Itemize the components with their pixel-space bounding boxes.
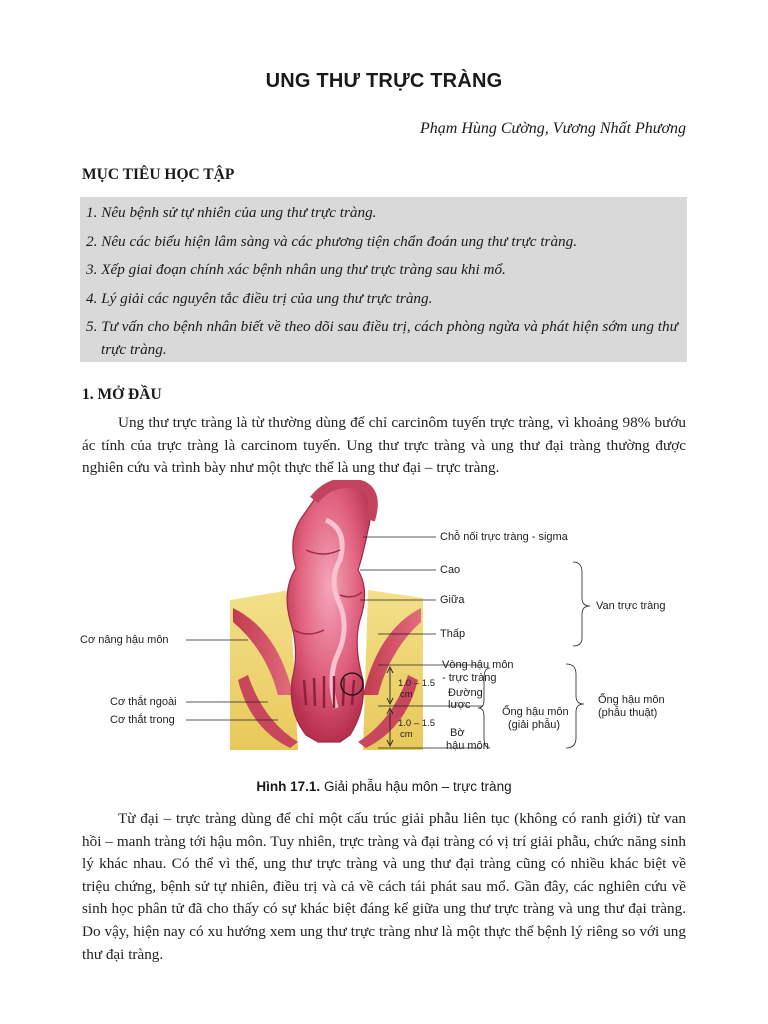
label-anal-canal-anat-1: Ống hậu môn [502,706,569,718]
label-distance-lower-2: cm [400,729,413,740]
label-anal-verge-1: Bờ [450,727,465,739]
figure-number: Hình 17.1. [256,779,321,794]
objectives-heading: MỤC TIÊU HỌC TẬP [82,166,235,183]
label-ring-2: - trực tràng [442,672,497,684]
label-rectal-valves: Van trực tràng [596,600,666,612]
label-high: Cao [440,564,461,576]
paragraph-text: Từ đại – trực tràng dùng để chỉ một cấu trúc giải phẫu liên tục (không có ranh giới) từ van hồi – manh tràng tới hậu môn. Tuy nhiên, trực tràng và đại tràng có vị trí giải phẫu, chức năng sinh lý khác nhau. Có thể vì thế, ung thư trực tràng và ung thư đại tràng cũng có nhiều khác biệt về triệu chứng, bệnh sử tự nhiên, điều trị và cả về cách tái phát sau mổ. Gần đây, các nghiên cứu về sinh học phân tử đã cho thấy có sự khác biệt đáng kể giữa ung thư trực tràng và ung thư đại tràng. Do vậy, hiện nay có xu hướng xem ung thư trực tràng như là một thực thể bệnh lý riêng so với ung thư đại tràng. [82,810,686,963]
paragraph [82,412,686,480]
objective-item: 1. Nêu bệnh sử tự nhiên của ung thư trực tràng. [86,204,377,221]
paragraph-text: Ung thư trực tràng là từ thường dùng để chỉ carcinôm tuyến trực tràng, vì khoảng 98% bướu ác tính của trực tràng là carcinom tuyến. Ung thư trực tràng và ung thư đại tràng thường được nghiên cứu và trình bày như một thực thể là ung thư đại – trực tràng. [82,414,686,477]
figure-caption-text: Giải phẫu hậu môn – trực tràng [320,779,512,794]
label-anal-canal-surg-1: Ống hậu môn [598,694,665,706]
label-levator: Cơ nâng hậu môn [80,634,169,646]
objectives-box [80,197,687,362]
objective-item: 2. Nêu các biểu hiện lâm sàng và các phương tiện chẩn đoán ung thư trực tràng. [86,232,578,250]
objective-item: 3. Xếp giai đoạn chính xác bệnh nhân ung thư trực tràng sau khi mổ. [86,261,506,278]
section-heading: 1. MỞ ĐẦU [82,386,162,403]
label-ring-1: Vòng hậu môn [442,659,514,671]
objective-item: 4. Lý giải các nguyên tắc điều trị của ung thư trực tràng. [86,289,433,307]
label-anal-canal-surg-2: (phẫu thuật) [598,707,658,719]
label-dentate-1: Đường [448,687,483,699]
document-title: UNG THƯ TRỰC TRÀNG [265,70,503,92]
label-dentate-2: lược [448,699,471,711]
label-anal-canal-anat-2: (giải phẫu) [508,719,560,731]
label-distance-upper-1: 1.0 – 1.5 [398,678,435,689]
paragraph [82,808,686,966]
label-distance-upper-2: cm [400,689,413,700]
anatomy-figure [78,480,698,760]
objectives-list [86,202,681,361]
label-external-sphincter: Cơ thắt ngoài [110,696,177,708]
label-anal-verge-2: hậu môn [446,740,489,752]
label-internal-sphincter: Cơ thắt trong [110,714,175,726]
label-low: Thấp [440,628,466,640]
label-distance-lower-1: 1.0 – 1.5 [398,718,435,729]
figure-caption [0,779,768,794]
label-middle: Giữa [440,594,465,606]
objective-item: 5. Tư vấn cho bệnh nhân biết về theo dõi sau điều trị, cách phòng ngừa và phát hiện sớm ung thư trực tràng. [86,318,678,358]
authors: Phạm Hùng Cường, Vương Nhất Phương [419,120,686,137]
label-junction: Chỗ nối trực tràng - sigma [440,531,568,543]
